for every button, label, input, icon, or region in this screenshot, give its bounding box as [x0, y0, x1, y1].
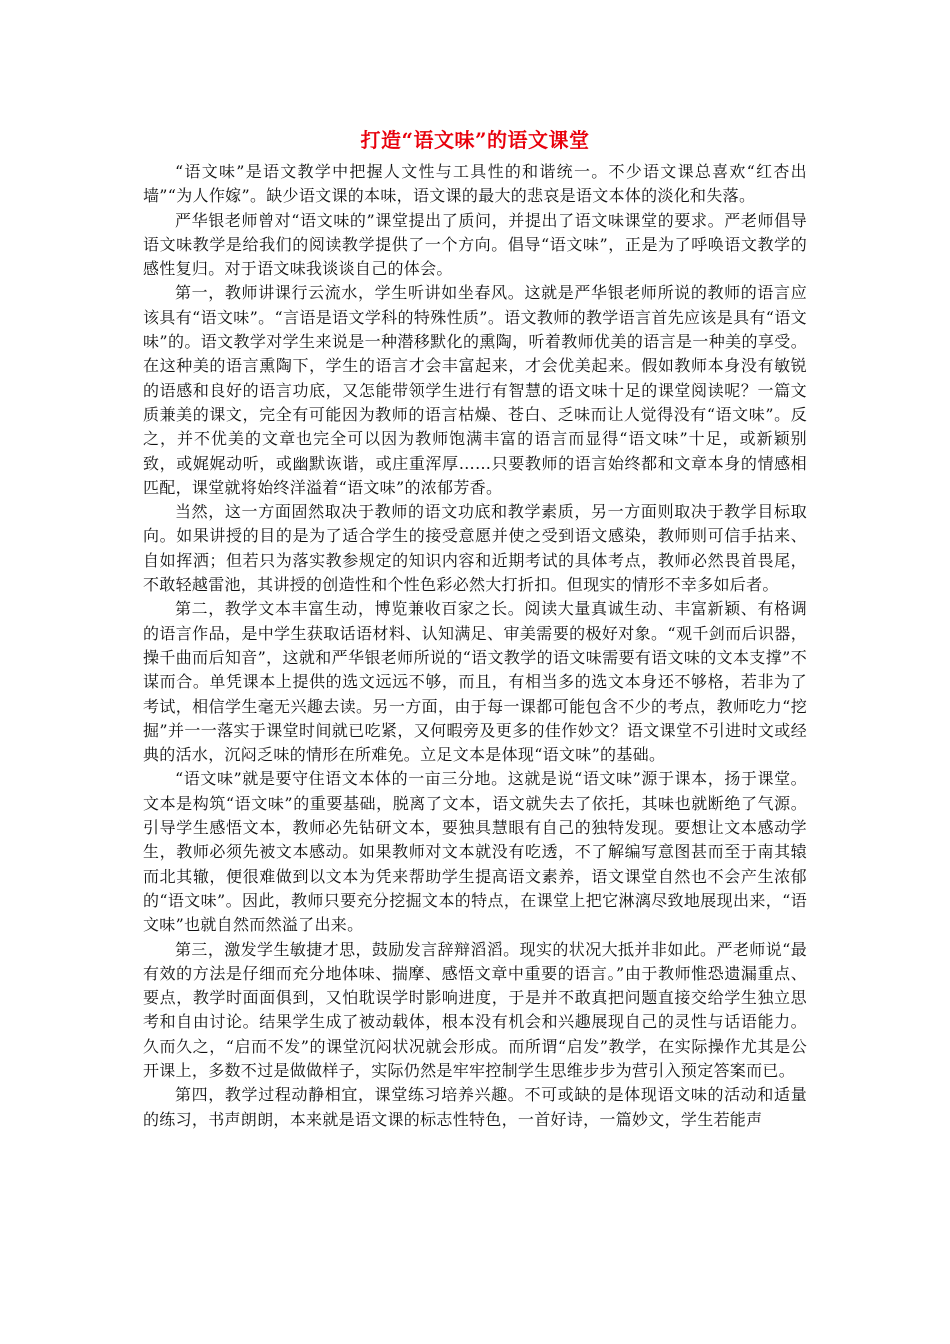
paragraph-point-one: 第一，教师讲课行云流水，学生听讲如坐春风。这就是严华银老师所说的教师的语言应该具有“语文味”。“言语是语文学科的特殊性质”。语文教师的教学语言首先应该是具有“语文味”的。语文教学对学生来说是一种潜移默化的熏陶，听着教师优美的语言是一种美的享受。在这种美的语言熏陶下，学生的语言才会丰富起来，才会优美起来。假如教师本身没有敏锐的语感和良好的语言功底，又怎能带领学生进行有智慧的语文味十足的课堂阅读呢？一篇文质兼美的课文，完全有可能因为教师的语言枯燥、苍白、乏味而让人觉得没有“语文味”。反之，并不优美的文章也完全可以因为教师饱满丰富的语言而显得“语文味”十足，或新颖别致，或娓娓动听，或幽默诙谐，或庄重浑厚……只要教师的语言始终都和文章本身的情感相匹配，课堂就将始终洋溢着“语文味”的浓郁芳香。: [143, 283, 807, 497]
paragraph-point-one-followup: 当然，这一方面固然取决于教师的语文功底和教学素质，另一方面则取决于教学目标取向。如果讲授的目的是为了适合学生的接受意愿并使之受到语文感染，教师则可信手拈来、自如挥洒；但若只为落实教参规定的知识内容和近期考试的具体考点，教师必然畏首畏尾，不敢轻越雷池，其讲授的创造性和个性色彩必然大打折扣。但现实的情形不幸多如后者。: [143, 502, 807, 595]
document-title: 打造“语文味”的语文课堂: [360, 128, 590, 152]
paragraph-point-three: 第三，激发学生敏捷才思，鼓励发言辞辩滔滔。现实的状况大抵并非如此。严老师说“最有效的方法是仔细而充分地体味、揣摩、感悟文章中重要的语言。”由于教师惟恐遗漏重点、要点，教学时面面俱到，又怕耽误学时影响进度，于是并不敢真把问题直接交给学生独立思考和自由讨论。结果学生成了被动载体，根本没有机会和兴趣展现自己的灵性与话语能力。久而久之，“启而不发”的课堂沉闷状况就会形成。而所谓“启发”教学，在实际操作尤其是公开课上，多数不过是做做样子，实际仍然是牢牢控制学生思维步步为营引入预定答案而已。: [143, 939, 807, 1080]
paragraph-point-four: 第四，教学过程动静相宜，课堂练习培养兴趣。不可或缺的是体现语文味的活动和适量的练习，书声朗朗，本来就是语文课的标志性特色，一首好诗，一篇妙文，学生若能声: [143, 1085, 807, 1129]
paragraph-intro: “语文味”是语文教学中把握人文性与工具性的和谐统一。不少语文课总喜欢“红杏出墙”“为人作嫁”。缺少语文课的本味，语文课的最大的悲哀是语文本体的淡化和失落。: [143, 162, 807, 206]
document-page: [143, 120, 807, 1132]
paragraph-point-two: 第二，教学文本丰富生动，博览兼收百家之长。阅读大量真诚生动、丰富新颖、有格调的语言作品，是中学生获取话语材料、认知满足、审美需要的极好对象。“观千剑而后识器，操千曲而后知音”，这就和严华银老师所说的“语文教学的语文味需要有语文味的文本支撑”不谋而合。单凭课本上提供的选文远远不够，而且，有相当多的选文本身还不够格，若非为了考试，相信学生毫无兴趣去读。另一方面，由于每一课都可能包含不少的考点，教师吃力“挖掘”并一一落实于课堂时间就已吃紧，又何暇旁及更多的佳作妙文？语文课堂不引进时文或经典的活水，沉闷乏味的情形在所难免。立足文本是体现“语文味”的基础。: [143, 599, 807, 765]
paragraph-text-foundation: “语文味”就是要守住语文本体的一亩三分地。这就是说“语文味”源于课本，扬于课堂。文本是构筑“语文味”的重要基础，脱离了文本，语文就失去了依托，其味也就断绝了气源。引导学生感悟文本，教师必先钻研文本，要独具慧眼有自己的独特发现。要想让文本感动学生，教师必须先被文本感动。如果教师对文本就没有吃透，不了解编写意图甚而至于南其辕而北其辙，便很难做到以文本为凭来帮助学生提高语文素养，语文课堂自然也不会产生浓郁的“语文味”。因此，教师只要充分挖掘文本的特点，在课堂上把它淋漓尽致地展现出来，“语文味”也就自然而然溢了出来。: [143, 769, 807, 935]
paragraph-yan-huayin: 严华银老师曾对“语文味的”课堂提出了质问，并提出了语文味课堂的要求。严老师倡导语文味教学是给我们的阅读教学提供了一个方向。倡导“语文味”，正是为了呼唤语文教学的感性复归。对于语文味我谈谈自己的体会。: [143, 210, 807, 279]
